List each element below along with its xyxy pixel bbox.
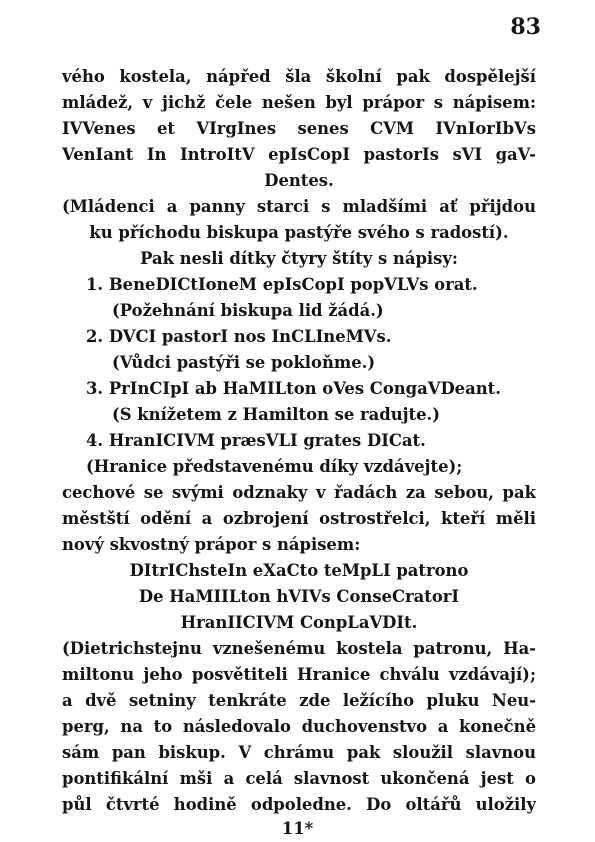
text-line: půl čtvrté hodině odpoledne. Do oltářů uložily: [62, 795, 536, 814]
text-line: cechové se svými odznaky v řadách za sebou, pak: [62, 483, 536, 502]
text-line: 1. BeneDICtIoneM epIsCopI popVLVs orat.: [86, 275, 478, 294]
text-line: DItrIChsteIn eXaCto teMpLI patrono: [129, 561, 469, 580]
text-line: 3. PrInCIpI ab HaMILton oVes CongaVDeant.: [86, 379, 501, 398]
page-number: 83: [510, 14, 541, 40]
text-line: pontifikální mši a celá slavnost ukončená jest o: [62, 769, 536, 788]
text-line: vého kostela, nápřed šla školní pak dospělejší: [62, 67, 536, 86]
text-line: (Dietrichstejnu vznešenému kostela patronu, Ha-: [62, 639, 536, 658]
text-line: a dvě setniny tenkráte zde ležícího pluku Neu-: [62, 691, 536, 710]
text-line: VenIant In IntroItV epIsCopI pastorIs sVI gaV-: [62, 145, 536, 164]
text-line: Pak nesli dítky čtyry štíty s nápisy:: [140, 249, 458, 268]
text-line: 4. HranICIVM præsVLI grates DICat.: [86, 431, 426, 450]
text-line: nový skvostný prápor s nápisem:: [62, 535, 361, 554]
text-line: (S knížetem z Hamilton se radujte.): [112, 405, 441, 424]
text-line: městští odění a ozbrojení ostrostřelci, kteří měli: [62, 509, 536, 528]
text-line: perg, na to následovalo duchovenstvo a konečně: [62, 717, 536, 736]
text-line: IVVenes et VIrgInes senes CVM IVnIorIbVs: [62, 119, 536, 138]
body-text: [62, 64, 536, 818]
text-line: Dentes.: [264, 171, 334, 190]
text-line: 2. DVCI pastorI nos InCLIneMVs.: [86, 327, 392, 346]
text-line: De HaMIILton hVIVs ConseCratorI: [138, 587, 460, 606]
text-line: (Požehnání biskupa lid žádá.): [112, 301, 384, 320]
text-line: sám pan biskup. V chrámu pak sloužil slavnou: [62, 743, 536, 762]
signature-mark: 11*: [281, 819, 314, 838]
text-line: mládež, v jichž čele nešen byl prápor s nápisem:: [62, 93, 536, 112]
text-line: (Hranice představenému díky vzdávejte);: [86, 457, 463, 476]
text-line: (Vůdci pastýři se pokloňme.): [112, 353, 376, 372]
text-line: ku příchodu biskupa pastýře svého s radostí).: [89, 223, 509, 242]
text-line: miltonu jeho posvětiteli Hranice chválu vzdávají);: [62, 665, 536, 684]
text-line: HranIICIVM ConpLaVDIt.: [180, 613, 418, 632]
text-line: (Mládenci a panny starci s mladšími ať přijdou: [62, 197, 536, 216]
